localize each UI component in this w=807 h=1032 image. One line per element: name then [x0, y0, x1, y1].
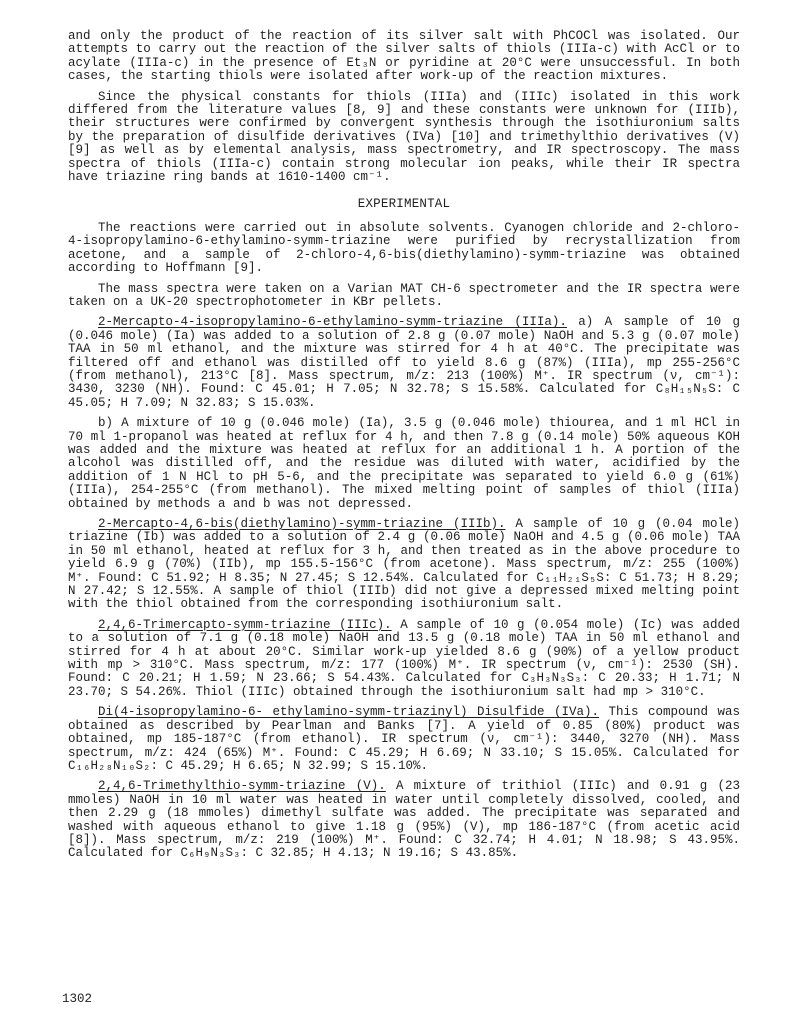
procedure-iiic — [68, 619, 740, 699]
procedure-title: 2-Mercapto-4-isopropylamino-6-ethylamino-symm-triazine (IIIa). — [98, 315, 567, 330]
procedure-body: A mixture of trithiol (IIIc) and 0.91 g (23 mmoles) NaOH in 10 ml water was heated in water until completely dissolved, cooled, and then 2.29 g (18 mmoles) dimethyl sulfate was added. The precipitate was separated and washed with aqueous ethanol to give 1.18 g (95%) (V), mp 186-187°C (from acetic acid [8]). Mass spectrum, m/z: 219 (100%) M⁺. Found: C 32.74; H 4.01; N 18.98; S 43.95%. Calculated for C₆H₉N₃S₃: C 32.85; H 4.13; N 19.16; S 43.85%. — [68, 779, 741, 861]
procedure-title: Di(4-isopropylamino-6- ethylamino-symm-triazinyl) Disulfide (IVa). — [98, 705, 600, 720]
intro-paragraph-1: and only the product of the reaction of its silver salt with PhCOCl was isolated. Our attempts to carry out the reaction of the silver salts of thiols (IIIa-c) with AcCl or to acylate (IIIa-c) in the presence of Et₃N or pyridine at 20°C were unsuccessful. In both cases, the starting thiols were isolated after work-up of the reaction mixtures. — [68, 29, 740, 84]
page-number: 1302 — [62, 992, 93, 1006]
procedure-title: 2,4,6-Trimethylthio-symm-triazine (V). — [98, 779, 386, 794]
procedure-iiia — [68, 316, 740, 410]
procedure-title: 2-Mercapto-4,6-bis(diethylamino)-symm-triazine (IIIb). — [98, 517, 506, 531]
procedure-iiib — [68, 518, 740, 612]
procedure-body: A sample of 10 g (0.054 mole) (Ic) was added to a solution of 7.1 g (0.18 mole) NaOH and 13.5 g (0.18 mole) TAA in 50 ml ethanol and stirred for 4 h at about 20°C. Similar work-up yielded 8.6 g (90%) of a yellow product with mp > 310°C. Mass spectrum, m/z: 177 (100%) M⁺. IR spectrum (ν, cm⁻¹): 2530 (SH). Found: C 20.21; H 1.59; N 23.66; S 54.43%. Calculated for C₃H₃N₃S₃: C 20.33; H 1.71; N 23.70; S 54.26%. Thiol (IIIc) obtained through the isothiuronium salt had mp > 310°C. — [68, 617, 740, 699]
general-methods-paragraph: The reactions were carried out in absolute solvents. Cyanogen chloride and 2-chloro-4-isopropylamino-6-ethylamino-symm-triazine were purified by recrystallization from acetone, and a sample of 2-chloro-4,6-bis(diethylamino)-symm-triazine was obtained according to Hoffmann [9]. — [68, 220, 740, 276]
procedure-iva — [68, 706, 740, 773]
procedure-title: 2,4,6-Trimercapto-symm-triazine (IIIc). — [98, 617, 392, 632]
procedure-iiia-method-b: b) A mixture of 10 g (0.046 mole) (Ia), 3.5 g (0.046 mole) thiourea, and 1 ml HCl in 70 ml 1-propanol was heated at reflux for 4 h, and then 7.8 g (0.14 mole) 50% aqueous KOH was added and the mixture was heated at reflux for an additional 1 h. A portion of the alcohol was distilled off, and the residue was diluted with water, acidified by the addition of 1 N HCl to pH 5-6, and the precipitate was separated to yield 6.0 g (61%) (IIIa), 254-255°C (from methanol). The mixed melting point of samples of thiol (IIIa) obtained by methods a and b was not depressed. — [68, 416, 740, 511]
procedure-body: This compound was obtained as described by Pearlman and Banks [7]. A yield of 0.85 (80%) product was obtained, mp 185-187°C (from ethanol). IR spectrum (ν, cm⁻¹): 3440, 3270 (NH). Mass spectrum, m/z: 424 (65%) M⁺. Found: C 45.29; H 6.69; N 33.10; S 15.05%. Calculated for C₁₆H₂₈N₁₀S₂: C 45.29; H 6.65; N 32.99; S 15.10%. — [68, 705, 740, 773]
text-column — [68, 30, 740, 868]
intro-paragraph-2: Since the physical constants for thiols (IIIa) and (IIIc) isolated in this work differed from the literature values [8, 9] and these constants were unknown for (IIIb), their structures were confirmed by convergent synthesis through the isothiuronium salts by the preparation of disulfide derivatives (IVa) [10] and trimethylthio derivatives (V) [9] as well as by elemental analysis, mass spectrometry, and IR spectroscopy. The mass spectra of thiols (IIIa-c) contain strong molecular ion peaks, while their IR spectra have triazine ring bands at 1610-1400 cm⁻¹. — [68, 89, 740, 185]
procedure-v — [68, 780, 740, 860]
instruments-paragraph: The mass spectra were taken on a Varian MAT CH-6 spectrometer and the IR spectra were taken on a UK-20 spectrophotometer in KBr pellets. — [68, 281, 740, 309]
procedure-body: a) A sample of 10 g (0.046 mole) (Ia) was added to a solution of 2.8 g (0.07 mole) NaOH and 5.3 g (0.07 mole) TAA in 50 ml ethanol, and the mixture was stirred for 4 h at 40°C. The precipitate was filtered off and ethanol was distilled off to yield 8.6 g (87%) (IIIa), mp 255-256°C (from methanol), 213°C [8]. Mass spectrum, m/z: 213 (100%) M⁺. IR spectrum (ν, cm⁻¹): 3430, 3230 (NH). Found: C 45.01; H 7.05; N 32.78; S 15.58%. Calculated for C₈H₁₅N₅S: C 45.05; H 7.09; N 32.83; S 15.03%. — [68, 315, 740, 410]
section-heading: EXPERIMENTAL — [357, 197, 451, 212]
procedure-body: A sample of 10 g (0.04 mole) triazine (Ib) was added to a solution of 2.4 g (0.06 mole) NaOH and 4.5 g (0.06 mole) TAA in 50 ml ethanol, heated at reflux for 3 h, and then treated as in the above procedure to yield 6.9 g (70%) (IIb), mp 155.5-156°C (from acetone). Mass spectrum, m/z: 255 (100%) M⁺. Found: C 51.92; H 8.35; N 27.45; S 12.54%. Calculated for C₁₁H₂₁S₅S: C 51.73; H 8.29; N 27.42; S 12.55%. A sample of thiol (IIIb) did not give a depressed mixed melting point with the thiol obtained from the corresponding isothiuronium salt. — [68, 517, 740, 612]
